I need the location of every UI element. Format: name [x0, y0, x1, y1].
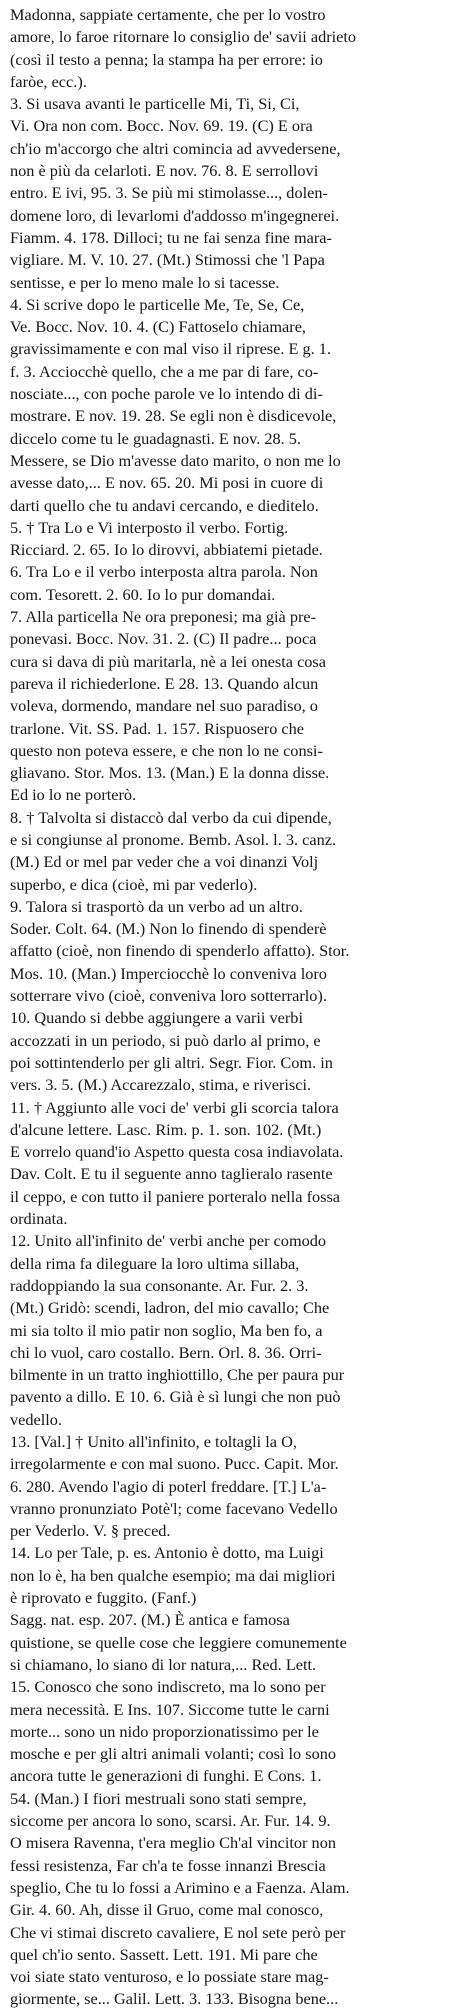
text-line: Sagg. nat. esp. 207. (M.) È antica e famosa: [10, 1610, 290, 1630]
text-line: 54. (Man.) I fiori mestruali sono stati sempre,: [10, 1788, 307, 1808]
text-line: siccome per ancora lo sono, scarsi. Ar. Fur. 14. 9.: [10, 1811, 331, 1831]
text-line: Fiamm. 4. 178. Dilloci; tu ne fai senza fine mara-: [10, 227, 332, 247]
text-line: 11. † Aggiunto alle voci de' verbi gli scorcia talora: [10, 1097, 339, 1117]
text-line: f. 3. Acciocchè quello, che a me par di fare, co-: [10, 361, 319, 381]
text-line: Mos. 10. (Man.) Imperciocchè lo conveniva loro: [10, 963, 327, 983]
text-line: cura si dava di più maritarla, nè a lei onesta cosa: [10, 651, 326, 671]
text-line: 14. Lo per Tale, p. es. Antonio è dotto, ma Luigi: [10, 1543, 324, 1563]
text-line: giormente, se... Galil. Lett. 3. 133. Bisogna bene...: [10, 1989, 339, 2009]
text-line: quel ch'io sento. Sassett. Lett. 191. Mi pare che: [10, 1944, 318, 1964]
text-line: 7. Alla particella Ne ora preponesi; ma già pre-: [10, 607, 317, 627]
text-line: (Mt.) Gridò: scendi, ladron, del mio cavallo; Che: [10, 1298, 330, 1318]
text-line: mera necessità. E Ins. 107. Siccome tutte le carni: [10, 1699, 330, 1719]
text-line: 15. Conosco che sono indiscreto, ma lo sono per: [10, 1677, 326, 1697]
text-line: 6. Tra Lo e il verbo interposta altra parola. Non: [10, 562, 318, 582]
text-line: 13. [Val.] † Unito all'infinito, e toltagli la O,: [10, 1432, 297, 1451]
text-line: 5. † Tra Lo e Vi interposto il verbo. Fortig.: [10, 517, 289, 537]
text-line: raddoppiando la sua consonante. Ar. Fur. 2. 3.: [10, 1275, 309, 1295]
text-line: Messere, se Dio m'avesse dato marito, o non me lo: [10, 450, 341, 470]
text-line: Ricciard. 2. 65. Io lo dirovvi, abbiatemi pietade.: [10, 540, 323, 560]
text-line: non è più da celarloti. E nov. 76. 8. E serrollovi: [10, 161, 319, 181]
text-line: Madonna, sappiate certamente, che per lo vostro: [10, 5, 326, 24]
text-line: vers. 3. 5. (M.) Accarezzalo, stima, e riverisci.: [10, 1075, 312, 1095]
text-line: è riprovato e fuggito. (Fanf.): [10, 1588, 197, 1608]
text-line: mi sia tolto il mio patir non soglio, Ma ben fo, a: [10, 1320, 323, 1340]
text-line: ch'io m'accorgo che altri comincia ad avvedersene,: [10, 138, 341, 158]
text-line: voleva, dormendo, mandare nel suo paradiso, o: [10, 696, 318, 716]
text-line: ancora tutte le generazioni di funghi. E Cons. 1.: [10, 1766, 322, 1786]
text-line: E vorrelo quand'io Aspetto questa cosa indiavolata.: [10, 1142, 344, 1162]
text-line: per Vederlo. V. § preced.: [10, 1521, 171, 1541]
text-line: pavento a dillo. E 10. 6. Già è sì lungi che non può: [10, 1387, 341, 1407]
text-line: sentisse, e per lo meno male lo si tacesse.: [10, 272, 280, 292]
text-line: entro. E ivi, 95. 3. Se più mi stimolasse..., dolen-: [10, 183, 328, 203]
text-line: accozzati in un periodo, si può darlo al primo, e: [10, 1030, 321, 1050]
text-line: bilmente in un tratto inghiottillo, Che per paura pur: [10, 1365, 345, 1385]
text-line: trarlone. Vit. SS. Pad. 1. 157. Rispuosero che: [10, 718, 305, 738]
text-line: faròe, ecc.).: [10, 71, 87, 91]
text-line: voi siate stato venturoso, e lo possiate stare mag-: [10, 1967, 329, 1987]
text-line: sotterrare vivo (cioè, conveniva loro sotterrarlo).: [10, 986, 327, 1006]
text-line: 8. † Talvolta si distaccò dal verbo da cui dipende,: [10, 807, 332, 827]
text-line: 12. Unito all'infinito de' verbi anche per comodo: [10, 1231, 327, 1251]
text-line: 6. 280. Avendo l'agio di poterl freddare. [T.] L'a-: [10, 1476, 327, 1496]
text-line: gravissimamente e con mal viso il riprese. E g. 1.: [10, 339, 332, 359]
text-line: poi sottintenderlo per gli altri. Segr. Fior. Com. in: [10, 1052, 333, 1072]
text-line: mostrare. E nov. 19. 28. Se egli non è disdicevole,: [10, 406, 337, 426]
text-line: Ve. Bocc. Nov. 10. 4. (C) Fattoselo chiamare,: [10, 317, 307, 337]
text-column: [10, 4, 461, 2011]
text-line: quistione, se quelle cose che leggiere comunemente: [10, 1632, 347, 1652]
text-line: (così il testo a penna; la stampa ha per errore: io: [10, 49, 323, 69]
text-line: non lo è, ha ben qualche esempio; ma dai migliori: [10, 1565, 336, 1585]
text-line: Vi. Ora non com. Bocc. Nov. 69. 19. (C) E ora: [10, 116, 313, 136]
text-line: ponevasi. Bocc. Nov. 31. 2. (C) Il padre... poca: [10, 629, 317, 649]
text-line: della rima fa dileguare la loro ultima sillaba,: [10, 1253, 300, 1273]
text-line: fessi resistenza, Far ch'a te fosse innanzi Brescia: [10, 1855, 326, 1875]
text-line: Gir. 4. 60. Ah, disse il Gruo, come mal conosco,: [10, 1900, 324, 1920]
text-line: speglio, Che tu lo fossi a Arimino e a Faenza. Alam.: [10, 1877, 350, 1897]
text-line: gliavano. Stor. Mos. 13. (Man.) E la donna disse.: [10, 763, 330, 783]
text-line: il ceppo, e con tutto il paniere porteralo nella fossa: [10, 1186, 341, 1206]
text-line: diccelo come tu le guadagnasti. E nov. 28. 5.: [10, 428, 302, 448]
text-line: mosche e per gli altri animali volanti; così lo sono: [10, 1744, 337, 1764]
text-line: Soder. Colt. 64. (M.) Non lo finendo di spenderè: [10, 919, 327, 939]
text-line: morte... sono un nido proporzionatissimo per le: [10, 1721, 319, 1741]
text-line: (M.) Ed or mel par veder che a voi dinanzi Volj: [10, 852, 319, 872]
text-line: e si congiunse al pronome. Bemb. Asol. l. 3. canz.: [10, 829, 337, 849]
text-line: vranno pronunziato Potè'l; come facevano Vedello: [10, 1498, 338, 1518]
text-line: questo non poteva essere, e che non lo ne consi-: [10, 740, 323, 760]
text-line: O misera Ravenna, t'era meglio Ch'al vincitor non: [10, 1833, 336, 1853]
text-line: chi lo vuol, caro costallo. Bern. Orl. 8. 36. Orri-: [10, 1342, 322, 1362]
text-line: pareva il richiederlone. E 28. 13. Quando alcun: [10, 673, 319, 693]
text-line: nosciate..., con poche parole ve lo intendo di di-: [10, 384, 323, 404]
text-line: Dav. Colt. E tu il seguente anno taglieralo rasente: [10, 1164, 333, 1184]
text-line: vedello.: [10, 1409, 62, 1429]
text-line: 10. Quando si debbe aggiungere a varii verbi: [10, 1008, 303, 1028]
text-line: vigliare. M. V. 10. 27. (Mt.) Stimossi che 'l Papa: [10, 250, 325, 270]
text-line: Ed io lo ne porterò.: [10, 785, 137, 805]
text-line: affatto (cioè, non finendo di spenderlo affatto). Stor.: [10, 941, 350, 961]
text-line: irregolarmente e con mal suono. Pucc. Capit. Mor.: [10, 1454, 339, 1474]
text-line: d'alcune lettere. Lasc. Rim. p. 1. son. 102. (Mt.): [10, 1119, 322, 1139]
text-line: domene loro, di levarlomi d'addosso m'ingegnerei.: [10, 205, 340, 225]
text-line: ordinata.: [10, 1209, 68, 1229]
text-line: Che vi stimai discreto cavaliere, E nol sete però per: [10, 1922, 346, 1942]
text-line: 9. Talora si trasportò da un verbo ad un altro.: [10, 896, 303, 916]
text-line: si chiamano, lo siano di lor natura,... Red. Lett.: [10, 1654, 317, 1674]
text-line: com. Tesorett. 2. 60. Io lo pur domandai.: [10, 584, 276, 604]
text-line: 3. Si usava avanti le particelle Mi, Ti, Si, Ci,: [10, 94, 300, 114]
text-line: avesse dato,... E nov. 65. 20. Mi posi in cuore di: [10, 473, 324, 493]
text-line: darti quello che tu andavi cercando, e dieditelo.: [10, 495, 319, 515]
text-line: superbo, e dica (cioè, mi par vederlo).: [10, 874, 258, 894]
text-line: 4. Si scrive dopo le particelle Me, Te, Se, Ce,: [10, 294, 305, 314]
text-line: amore, lo faroe ritornare lo consiglio de' savii adrieto: [10, 27, 357, 47]
